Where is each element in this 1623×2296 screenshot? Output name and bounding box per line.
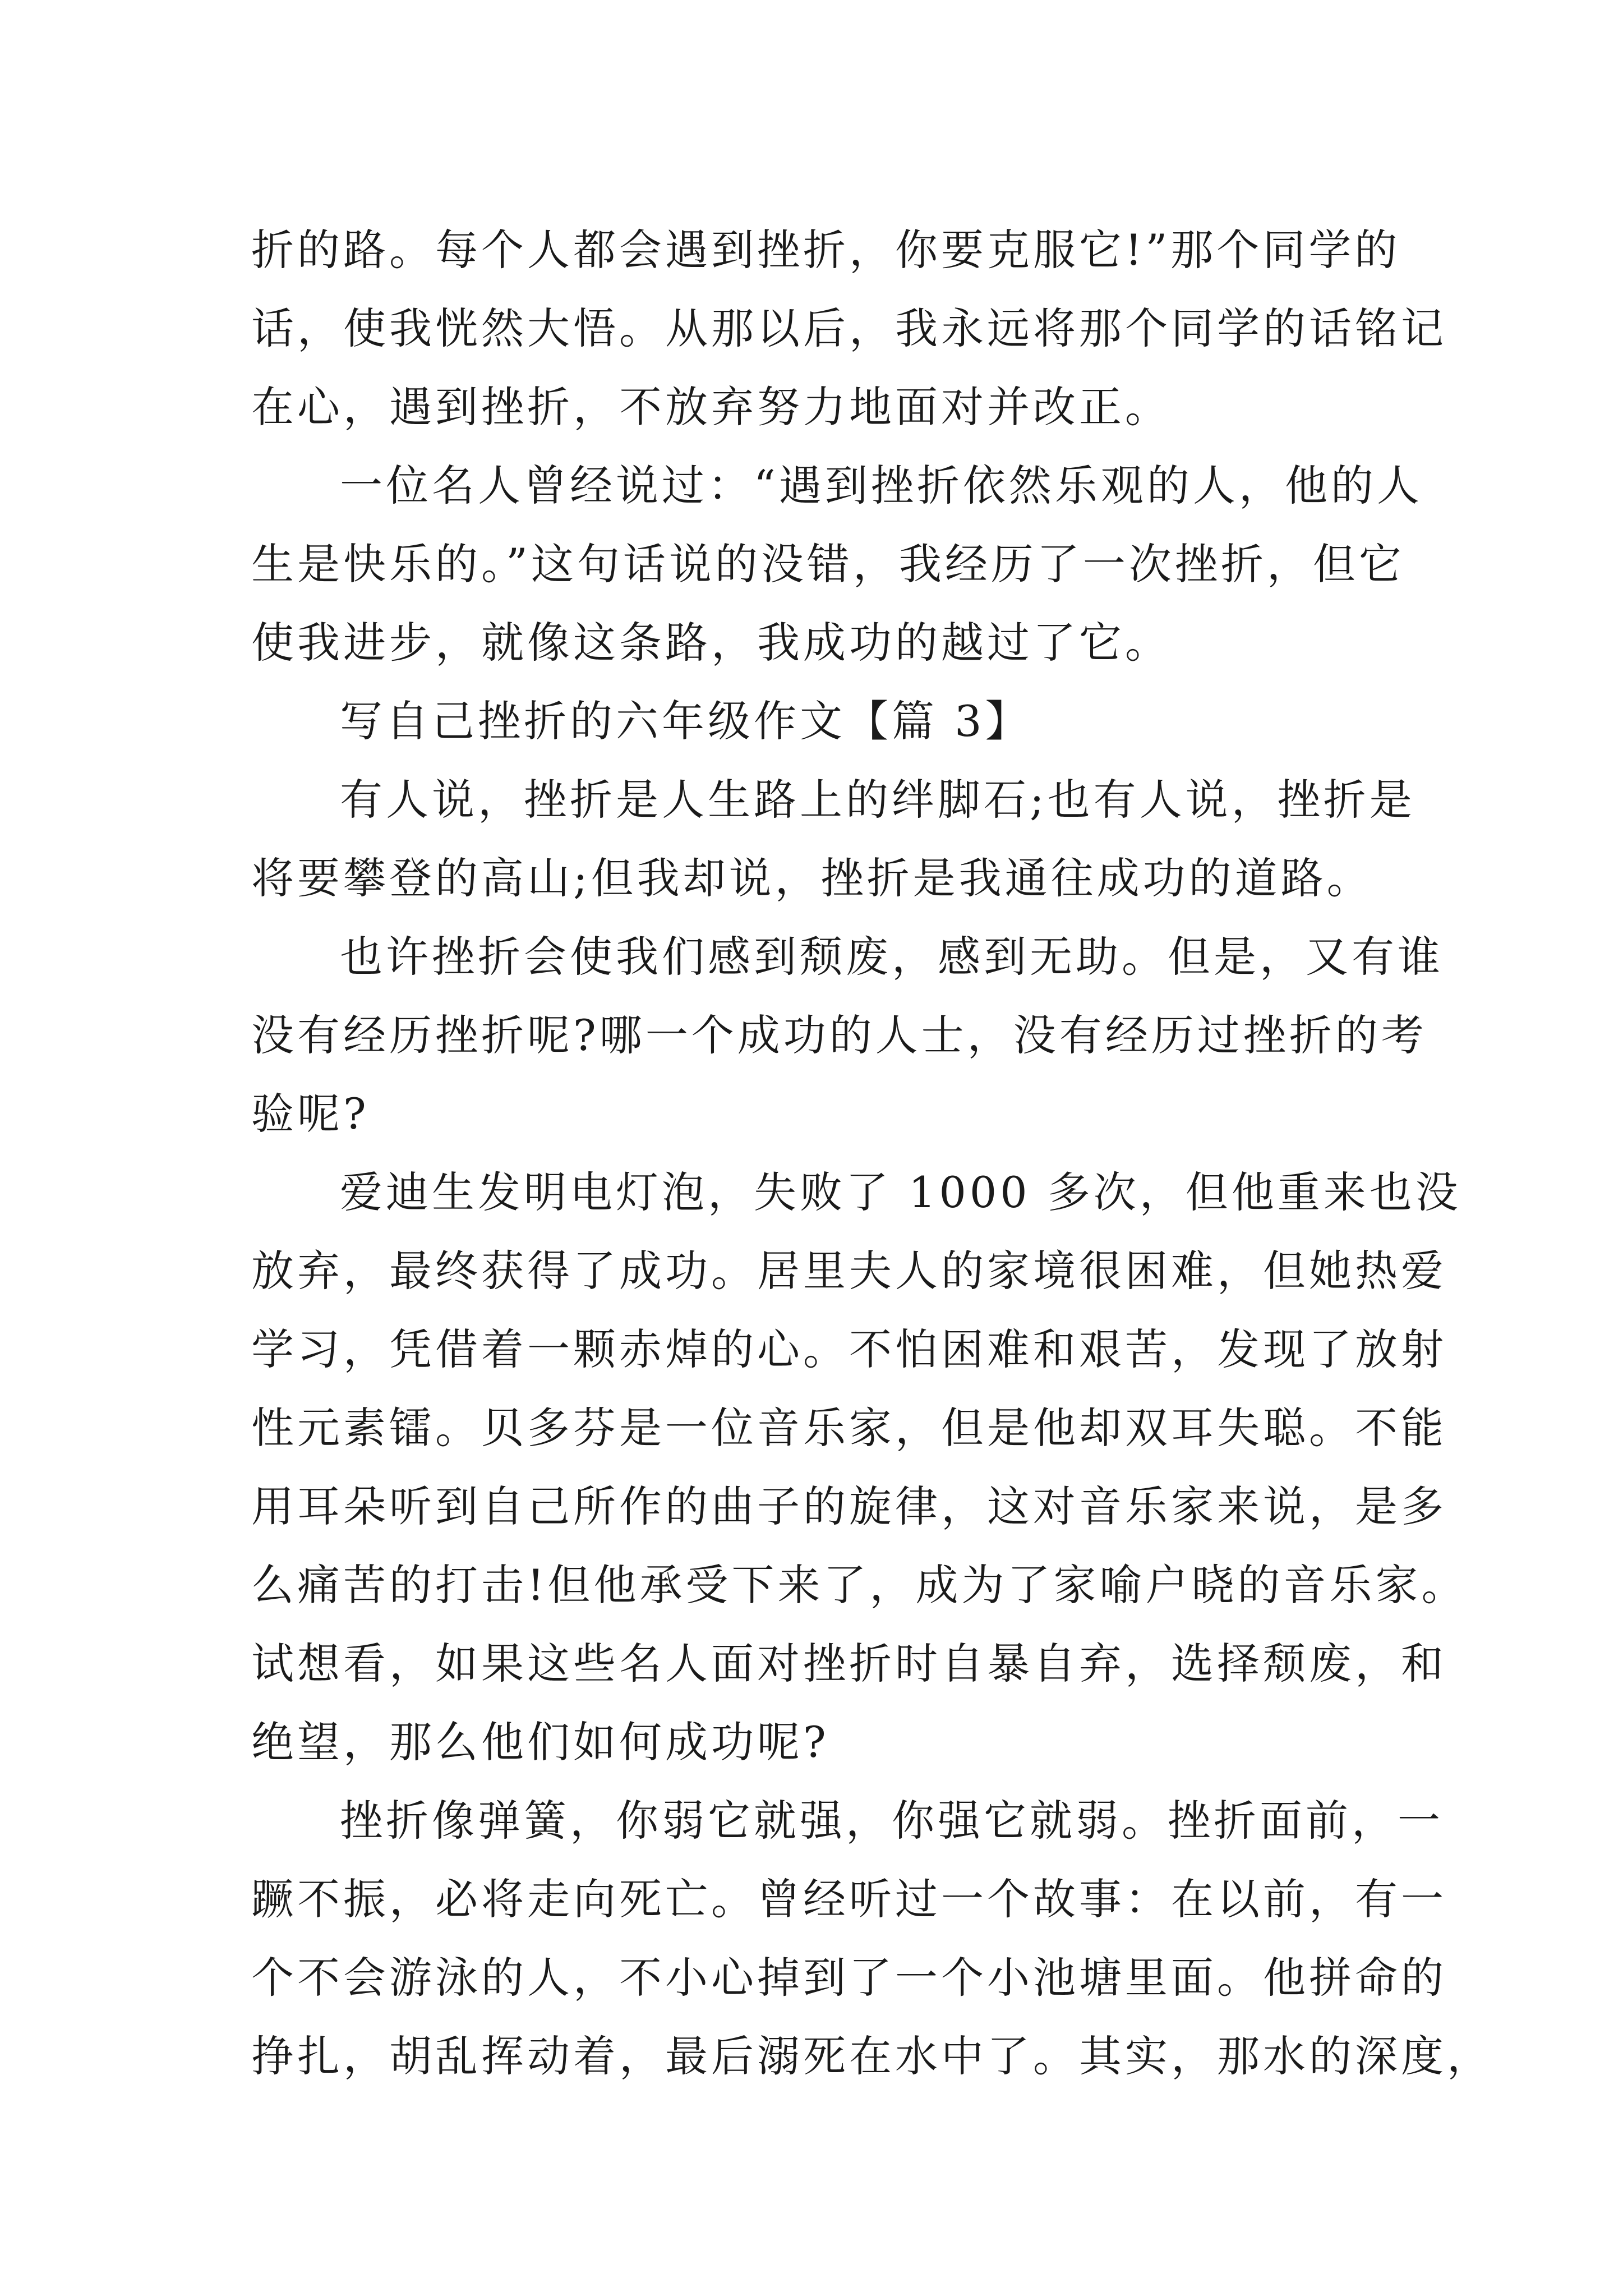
text-line: 么痛苦的打击!但他承受下来了，成为了家喻户晓的音乐家。 — [251, 1560, 1468, 1610]
paragraph-start-line: 一位名人曾经说过：“遇到挫折依然乐观的人，他的人 — [340, 461, 1423, 510]
text-line: 蹶不振，必将走向死亡。曾经听过一个故事：在以前，有一 — [251, 1874, 1447, 1924]
section-heading: 写自己挫折的六年级作文【篇 3】 — [340, 696, 1031, 746]
paragraph-start-line: 也许挫折会使我们感到颓废，感到无助。但是，又有谁 — [340, 932, 1444, 982]
text-line: 话，使我恍然大悟。从那以后，我永远将那个同学的话铭记 — [251, 303, 1447, 353]
text-line: 试想看，如果这些名人面对挫折时自暴自弃，选择颓废，和 — [251, 1639, 1447, 1688]
paragraph-start-line: 挫折像弹簧，你弱它就强，你强它就弱。挫折面前，一 — [340, 1796, 1444, 1846]
text-line: 将要攀登的高山;但我却说，挫折是我通往成功的道路。 — [251, 853, 1373, 903]
text-line: 折的路。每个人都会遇到挫折，你要克服它!”那个同学的 — [251, 225, 1401, 275]
text-line: 验呢? — [251, 1089, 370, 1139]
paragraph-start-line: 爱迪生发明电灯泡，失败了 1000 多次，但他重来也没 — [340, 1167, 1461, 1217]
article-body — [251, 211, 1493, 2096]
text-line: 在心，遇到挫折，不放弃努力地面对并改正。 — [251, 382, 1171, 432]
text-line: 用耳朵听到自己所作的曲子的旋律，这对音乐家来说，是多 — [251, 1481, 1447, 1531]
text-line: 性元素镭。贝多芬是一位音乐家，但是他却双耳失聪。不能 — [251, 1403, 1447, 1453]
text-line: 没有经历挫折呢?哪一个成功的人士，没有经历过挫折的考 — [251, 1010, 1427, 1060]
paragraph-start-line: 有人说，挫折是人生路上的绊脚石;也有人说，挫折是 — [340, 775, 1415, 825]
text-line: 个不会游泳的人，不小心掉到了一个小池塘里面。他拼命的 — [251, 1953, 1447, 2003]
text-line: 绝望，那么他们如何成功呢? — [251, 1717, 829, 1767]
text-line: 生是快乐的。”这句话说的没错，我经历了一次挫折，但它 — [251, 539, 1405, 589]
text-line: 学习，凭借着一颗赤焯的心。不怕困难和艰苦，发现了放射 — [251, 1324, 1447, 1374]
text-line: 挣扎，胡乱挥动着，最后溺死在水中了。其实，那水的深度， — [251, 2031, 1493, 2081]
text-line: 使我进步，就像这条路，我成功的越过了它。 — [251, 618, 1171, 668]
text-line: 放弃，最终获得了成功。居里夫人的家境很困难，但她热爱 — [251, 1246, 1447, 1296]
